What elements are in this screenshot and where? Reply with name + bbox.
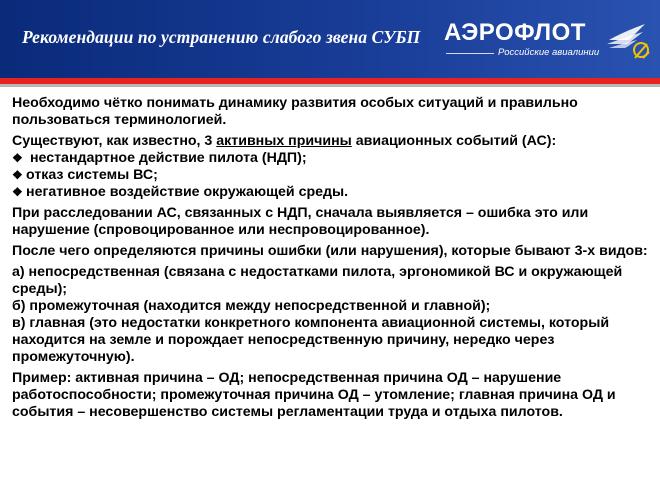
diamond-bullet-icon: ❖ [12,185,23,199]
slide-body [12,95,652,425]
causes-text-after: авиационных событий (АС): [351,133,557,149]
causes-text-before: Существуют, как известно, 3 [12,133,217,149]
bullet-item [12,184,652,201]
bullet-item [12,167,652,184]
bullet-text: отказ системы ВС; [26,167,158,183]
type-item: в) главная (это недостатки конкретного компонента авиационной системы, который находится на земле и порождает непосредственную причину, нередко через промежуточную). [12,315,610,365]
example-paragraph: Пример: активная причина – ОД; непосредственная причина ОД – нарушение работоспособности; промежуточная причина ОД – утомление; главная причина ОД и события – несовершенство системы регламентации труда и отдыха пилотов. [12,370,616,420]
logo-name: АЭРОФЛОТ [444,19,586,46]
logo-subtitle: Российские авиалинии [498,47,600,58]
bullet-text: нестандартное действие пилота (НДП); [26,150,307,166]
aeroflot-logo [440,0,660,78]
bullet-text: негативное воздействие окружающей среды. [26,184,349,200]
causes-underlined: активных причины [216,133,352,149]
investigation-paragraph: При расследовании АС, связанных с НДП, сначала выявляется – ошибка это или нарушение (спровоцированное или неспровоцированное). [12,205,589,238]
bullet-item [12,150,652,167]
slide-header [0,0,660,78]
intro-paragraph: Необходимо чётко понимать динамику развития особых ситуаций и правильно пользоваться терминологией. [12,95,578,128]
causes-paragraph [12,133,652,150]
type-item: а) непосредственная (связана с недостатками пилота, эргономикой ВС и окружающей среды); [12,264,623,297]
types-intro-paragraph: После чего определяются причины ошибки (или нарушения), которые бывают 3-х видов: [12,243,648,259]
diamond-bullet-icon: ❖ [12,151,23,165]
winged-sickle-hammer-icon [605,10,655,70]
slide-title: Рекомендации по устранению слабого звена СУБП [22,27,421,47]
header-grey-stripe [0,84,660,87]
diamond-bullet-icon: ❖ [12,168,23,182]
type-item: б) промежуточная (находится между непосредственной и главной); [12,298,491,314]
